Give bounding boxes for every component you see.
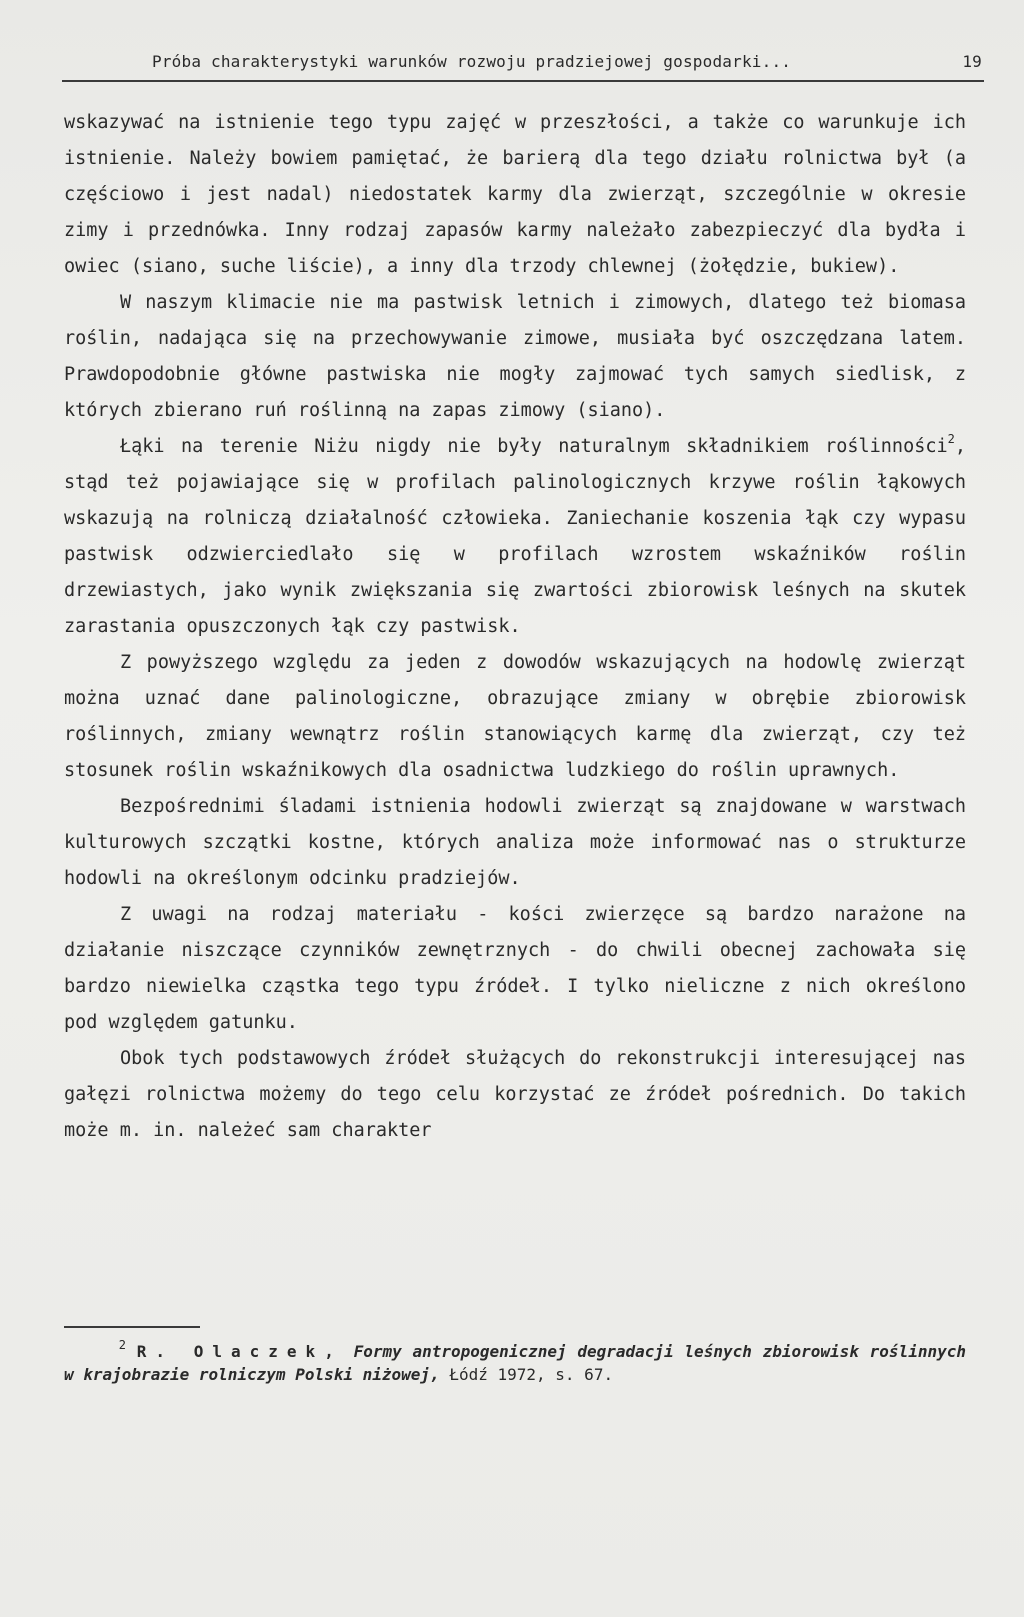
paragraph-3-part-a: Łąki na terenie Niżu nigdy nie były naturalnym składnikiem roślinności [120, 436, 948, 457]
paragraph-5: Bezpośrednimi śladami istnienia hodowli zwierząt są znajdowane w warstwach kulturowych szczątki kostne, których analiza może informować nas o strukturze hodowli na określonym odcinku pradziejów. [64, 796, 966, 889]
paragraph-2: W naszym klimacie nie ma pastwisk letnich i zimowych, dlatego też biomasa roślin, nadająca się na przechowywanie zimowe, musiała być oszczędzana latem. Prawdopodobnie główne pastwiska nie mogły zajmować tych samych siedlisk, z których zbierano ruń roślinną na zapas zimowy (siano). [64, 292, 966, 421]
paragraph-6: Z uwagi na rodzaj materiału - kości zwierzęce są bardzo narażone na działanie niszczące czynników zewnętrznych - do chwili obecnej zachowała się bardzo niewielka cząstka tego typu źródeł. I tylko nieliczne z nich określono pod względem gatunku. [64, 904, 966, 1033]
running-header [64, 52, 982, 71]
footnote-author: R. Olaczek, [136, 1342, 343, 1361]
header-rule [62, 80, 984, 82]
paragraph-4: Z powyższego względu za jeden z dowodów wskazujących na hodowlę zwierząt można uznać dane palinologiczne, obrazujące zmiany w obrębie zbiorowisk roślinnych, zmiany wewnątrz roślin stanowiących karmę dla zwierząt, czy też stosunek roślin wskaźnikowych dla osadnictwa ludzkiego do roślin uprawnych. [64, 652, 966, 781]
paragraph-1: wskazywać na istnienie tego typu zajęć w przeszłości, a także co warunkuje ich istnienie. Należy bowiem pamiętać, że barierą dla tego działu rolnictwa był (a częściowo i jest nadal) niedostatek karmy dla zwierząt, szczególnie w okresie zimy i przednówka. Inny rodzaj zapasów karmy należało zabezpieczyć dla bydła i owiec (siano, suche liście), a inny dla trzody chlewnej (żołędzie, bukiew). [64, 112, 966, 277]
paragraph-3 [64, 429, 966, 645]
body-text [64, 105, 966, 1149]
paragraph-3-part-b: , stąd też pojawiające się w profilach palinologicznych krzywe roślin łąkowych wskazują na rolniczą działalność człowieka. Zaniechanie koszenia łąk czy wypasu pastwisk odzwierciedlało się w profilach wzrostem wskaźników roślin drzewiastych, jako wynik zwiększania się zwartości zbiorowisk leśnych na skutek zarastania opuszczonych łąk czy pastwisk. [64, 436, 966, 637]
footnote: 2 R. Olaczek, Formy antropogenicznej degradacji leśnych zbiorowisk roślinnych w krajobrazie rolniczym Polski niżowej, Łódź 1972, s. 67. [64, 1338, 966, 1384]
page-number: 19 [962, 52, 982, 71]
paragraph-7: Obok tych podstawowych źródeł służących do rekonstrukcji interesującej nas gałęzi rolnictwa możemy do tego celu korzystać ze źródeł pośrednich. Do takich może m. in. należeć sam charakter [64, 1048, 966, 1141]
running-title: Próba charakterystyki warunków rozwoju pradziejowej gospodarki... [152, 52, 792, 71]
footnote-rule [64, 1326, 200, 1328]
footnote-ref: 2 [947, 432, 955, 446]
footnote-rest: Łódź 1972, s. 67. [439, 1365, 614, 1384]
footnote-title: Formy antropogenicznej degradacji leśnych zbiorowisk roślinnych w krajobrazie rolniczym Polski niżowej, [64, 1342, 966, 1384]
